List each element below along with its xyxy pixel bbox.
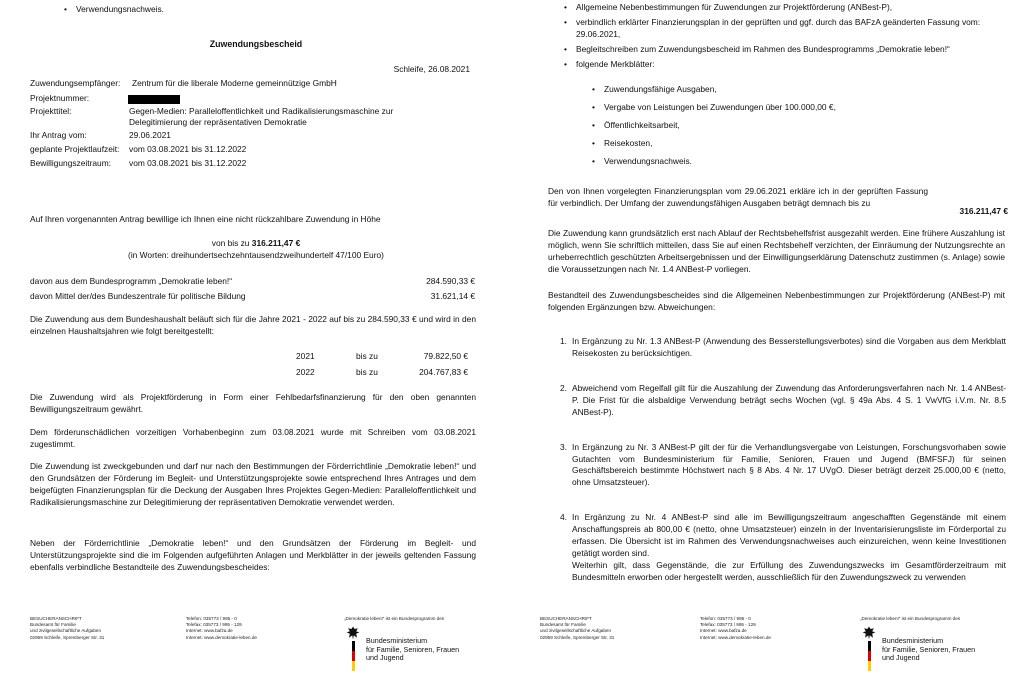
footer-line: Internet: www.demokratie-leben.de: [186, 634, 257, 640]
field-approval-period: [30, 158, 480, 172]
list-item: [564, 2, 1004, 14]
redaction-box: [128, 95, 180, 104]
ministry-line: für Familie, Senioren, Frauen: [882, 644, 976, 654]
footer-line: Bundesamt für Familie: [30, 622, 76, 628]
paragraph-components: Bestandteil des Zuwendungsbescheides sind die Allgemeinen Nebenbestimmungen zur Projektförderung (ANBest-P) mit folgenden Ergänzungen bzw. Abweichungen:: [548, 290, 1005, 312]
ministry-line: für Familie, Senioren, Frauen: [366, 644, 460, 654]
footer-line: Telefon: 035773 / 995 - 0: [700, 616, 751, 621]
provision-item: [560, 383, 1006, 419]
list-item: [592, 138, 992, 156]
list-item: [592, 84, 992, 102]
list-item-text: verbindlich erklärter Finanzierungsplan in der geprüften und ggf. durch das BAFzA geänderten Fassung vom: 29.06.2021,: [576, 16, 981, 39]
list-item: [592, 102, 992, 120]
year-mid: bis zu: [356, 367, 378, 377]
provision-text: In Ergänzung zu Nr. 4 ANBest-P sind alle im Bewilligungszeitraum angeschafften Gegenstände mit einem Anschaffungspreis ab 800,00 € (netto, ohne Umsatzsteuer) einzeln in der Inventarisierungsliste im Förderportal zu erfassen. Die Übersicht ist im Rahmen des Verwendungsnachweises auch einzureichen, wenn keine Investitionen getätigt worden sind.: [572, 512, 1006, 559]
list-item-text: Verwendungsnachweis.: [604, 156, 692, 166]
paragraph-project-funding: Die Zuwendung wird als Projektförderung in Form einer Fehlbedarfsfinanzierung für den oben genannten Bewilligungszeitraum gewährt.: [30, 392, 476, 414]
split-label: davon aus dem Bundesprogramm „Demokratie leben!“: [30, 276, 233, 286]
list-item: [564, 17, 1004, 41]
field-recipient: [30, 78, 480, 92]
provision-text: In Ergänzung zu Nr. 1.3 ANBest-P (Anwendung des Besserstellungsverbotes) sind die Vorgaben aus dem Merkblatt Reisekosten zu berücksichtigen.: [572, 336, 1006, 358]
provision-number: [560, 560, 572, 584]
footer-contact: [700, 616, 810, 641]
paragraph-budget: Die Zuwendung aus dem Bundeshaushalt beläuft sich für die Jahre 2021 - 2022 auf bis zu 284.590,33 € und wird in den einzelnen Haushaltsjahren wie folgt bereitgestellt:: [30, 314, 476, 336]
footer-visitor-title: BESUCHERANSCHRIFT: [30, 616, 82, 621]
bullet-icon: •: [592, 138, 595, 148]
ministry-line: Bundesministerium: [366, 636, 428, 646]
year: 2021: [296, 351, 315, 361]
bullet-icon: •: [564, 16, 567, 27]
place-date: Schleife, 26.08.2021: [393, 64, 470, 74]
ministry-line: und Jugend: [366, 653, 404, 663]
provision-item: [560, 512, 1006, 560]
list-item: [592, 120, 992, 138]
ministry-name: [366, 637, 459, 662]
split-value: 284.590,33 €: [426, 276, 475, 286]
field-label: Projekttitel:: [30, 106, 72, 116]
paragraph-payout: Die Zuwendung kann grundsätzlich erst nach Ablauf der Rechtsbehelfsfrist ausgezahlt werden. Eine frühere Auszahlung ist möglich, wenn Sie schriftlich mitteilen, dass Sie auf einen Rechtsbehelf verzichten, der Einräumung der Nutzungsrechte an urheberrechtlich geschützten Arbeitsergebnissen und der Einwilligungserklärung Datenschutz zustimmen (s. Anlage) sowie die Voraussetzungen nach Nr. 1.4 ANBest-P vorliegen.: [548, 228, 1005, 274]
footer-line: 02959 Schleife, Spremberger Str. 31: [540, 634, 615, 640]
ministry-logo-block: [860, 616, 1020, 671]
federal-eagle-icon: [345, 625, 361, 641]
year-row: [296, 367, 468, 383]
field-label: Bewilligungszeitraum:: [30, 157, 111, 168]
provisions-list: [560, 336, 1006, 584]
top-bullet: [64, 4, 164, 16]
footer-contact: [186, 616, 296, 641]
provision-text: In Ergänzung zu Nr. 3 ANBest-P gilt der für die Verhandlungsvergabe von Leistungen, Forschungsvorhaben sowie Gutachten vom Bundesministerium für Familie, Senioren, Frauen und Jugend (BMFSFJ) für seinen Geschäftsbereich bestimmte Höchstwert nach § 8 Abs. 4 Nr. 17 UVgO. Dieser beträgt derzeit 25.000,00 € (netto, ohne Umsatzsteuer).: [572, 441, 1006, 488]
ministry-line: Bundesministerium: [882, 636, 944, 646]
year-row: [296, 351, 468, 367]
paragraph-purpose: Die Zuwendung ist zweckgebunden und darf nur nach den Bestimmungen der Förderrichtlinie „Demokratie leben!“ und den Grundsätzen der Förderung im Begleit- und Unterstützungsprojekte sowie entsprechend Ihres Antrages und dem beigefügten Finanzierungsplan für die Deckung der Ausgaben Ihres Projektes Gegen-Medien: Paralleloffentlichkeit und Radikalisierungsmaschine zur Delegitimierung der repräsentativen Demokratie verwendet werden.: [30, 461, 476, 507]
footer-visitor-title: BESUCHERANSCHRIFT: [540, 616, 592, 621]
program-note: „Demokratie leben!“ ist ein Bundesprogramm des: [860, 616, 961, 621]
footer-line: Telefax: 035773 / 995 - 129: [700, 622, 756, 628]
field-value: vom 03.08.2021 bis 31.12.2022: [129, 143, 247, 154]
yearly-allocation: [296, 351, 468, 383]
bullet-icon: •: [564, 58, 567, 69]
provision-text: Weiterhin gilt, dass Gegenstände, die zur Erfüllung des Zuwendungszwecks im Gesamtförderzeitraum mit Bundesmitteln erworben oder hergestellt werden, ausschließlich für den Zuwendungszweck zu verwenden: [572, 559, 1006, 582]
funding-split: [30, 276, 475, 306]
provision-number: 3.: [560, 441, 567, 452]
field-application-date: [30, 130, 480, 144]
list-item-text: Vergabe von Leistungen bei Zuwendungen über 100.000,00 €,: [604, 102, 836, 112]
paragraph-financing-plan: Den von Ihnen vorgelegten Finanzierungsplan vom 29.06.2021 erkläre ich in der geprüften Fassung für verbindlich. Der Umfang der zuwendungsfähigen Ausgaben beträgt demnach bis zu: [548, 186, 928, 208]
leaflet-list: [592, 84, 992, 174]
provision-number: 2.: [560, 382, 567, 393]
footer-visitor-address: [30, 616, 150, 641]
field-value-line2: Delegitimierung der repräsentativen Demokratie: [129, 116, 307, 127]
footer-line: Telefon: 035773 / 995 - 0: [186, 616, 237, 621]
list-item: [564, 44, 1004, 56]
field-project-number: [30, 92, 480, 106]
bullet-icon: •: [592, 84, 595, 94]
provision-item: [560, 336, 1006, 360]
program-note: „Demokratie leben!“ ist ein Bundesprogramm des: [344, 616, 445, 621]
bullet-icon: •: [564, 2, 567, 12]
provision-text: Abweichend vom Regelfall gilt für die Auszahlung der Zuwendung das Anforderungsverfahren nach Nr. 1.4 ANBest-P. Die Frist für die alsbaldige Verwendung beträgt sechs Wochen (vgl. § 49a Abs. 4 S. 1 VwVfG i.V.m. Nr. 8.5 ANBest-P).: [572, 382, 1006, 417]
bullet-icon: •: [64, 4, 67, 14]
amount-words: (in Worten: dreihundertsechzehntausendzweihundertelf 47/100 Euro): [128, 250, 384, 260]
bullet-icon: •: [592, 102, 595, 112]
field-label: geplante Projektlaufzeit:: [30, 143, 120, 154]
provision-number: 4.: [560, 512, 567, 523]
attachments-list: [564, 2, 1004, 71]
footer-line: Bundesamt für Familie: [540, 622, 586, 628]
footer-visitor-address: [540, 616, 660, 641]
footer-line: und zivilgesellschaftliche Aufgaben: [30, 628, 101, 634]
provision-item: [560, 442, 1006, 490]
paragraph-early-start: Dem förderunschädlichen vorzeitigen Vorhabenbeginn zum 03.08.2021 wurde mit Schreiben vom 03.08.2021 zugestimmt.: [30, 427, 476, 449]
list-item-text: Begleitschreiben zum Zuwendungsbescheid im Rahmen des Bundesprogramms „Demokratie leben!“: [576, 43, 950, 54]
footer-line: 02959 Schleife, Spremberger Str. 31: [30, 634, 105, 640]
field-project-title: [30, 106, 480, 128]
list-item: [564, 59, 1004, 71]
list-item-text: Zuwendungsfähige Ausgaben,: [604, 84, 717, 94]
footer-line: Internet: www.demokratie-leben.de: [700, 634, 771, 640]
field-value: 29.06.2021: [129, 129, 171, 140]
year: 2022: [296, 367, 315, 377]
ministry-line: und Jugend: [882, 653, 920, 663]
federal-eagle-icon: [861, 625, 877, 641]
year-value: 79.822,50 €: [423, 351, 468, 361]
paragraph-binding-documents: Neben der Förderrichtlinie „Demokratie leben!“ und den Grundsätzen der Förderung im Begleit- und Unterstützungsprojekte sind die im Folgenden aufgeführten Anlagen und Merkblätter in der jeweils geltenden Fassung ebenfalls verbindliche Bestandteile des Zuwendungsbescheides:: [30, 538, 476, 572]
split-row: [30, 291, 475, 306]
ministry-logo-block: [344, 616, 504, 671]
bullet-icon: •: [592, 156, 595, 166]
year-mid: bis zu: [356, 351, 378, 361]
footer-line: Telefax: 035773 / 995 - 129: [186, 622, 242, 628]
list-item-text: Öffentlichkeitsarbeit,: [604, 120, 680, 130]
year-value: 204.767,83 €: [419, 367, 468, 377]
footer-line: Internet: www.bafza.de: [700, 628, 747, 634]
list-item: [592, 156, 992, 174]
document-page-right: [512, 0, 1024, 682]
intro-text: Auf Ihren vorgenannten Antrag bewillige ich Ihnen eine nicht rückzahlbare Zuwendung in Höhe: [30, 214, 381, 224]
split-row: [30, 276, 475, 291]
field-value: vom 03.08.2021 bis 31.12.2022: [129, 157, 247, 168]
field-label: Zuwendungsempfänger:: [30, 78, 121, 88]
field-planned-duration: [30, 144, 480, 158]
list-item-text: Reisekosten,: [604, 138, 653, 148]
field-value: Gegen-Medien: Paralleloffentlichkeit und Radikalisierungsmaschine zur: [129, 106, 394, 116]
header-fields: [30, 78, 480, 172]
amount-prefix: von bis zu: [211, 238, 250, 248]
provision-number: 1.: [560, 336, 567, 346]
top-bullet-text: Verwendungsnachweis.: [76, 4, 164, 14]
footer-line: Internet: www.bafza.de: [186, 628, 233, 634]
split-label: davon Mittel der/des Bundeszentrale für politische Bildung: [30, 291, 246, 301]
ministry-name: [882, 637, 975, 662]
field-label: Projektnummer:: [30, 93, 90, 104]
footer-line: und zivilgesellschaftliche Aufgaben: [540, 628, 611, 634]
document-heading: Zuwendungsbescheid: [209, 39, 303, 49]
amount-line: [0, 238, 512, 250]
eligible-amount: 316.211,47 €: [959, 206, 1008, 216]
split-value: 31.621,14 €: [430, 291, 475, 301]
bullet-icon: •: [592, 120, 595, 130]
field-value: Zentrum für die liberale Moderne gemeinnützige GmbH: [132, 78, 337, 88]
bullet-icon: •: [564, 43, 567, 54]
list-item-text: folgende Merkblätter:: [576, 58, 655, 69]
list-item-text: Allgemeine Nebenbestimmungen für Zuwendungen zur Projektförderung (ANBest-P),: [576, 2, 893, 12]
field-label: Ihr Antrag vom:: [30, 129, 87, 140]
grant-amount: 316.211,47 €: [251, 238, 301, 248]
provision-item-continuation: [560, 560, 1006, 584]
german-flag-bar: [868, 641, 871, 671]
german-flag-bar: [352, 641, 355, 671]
